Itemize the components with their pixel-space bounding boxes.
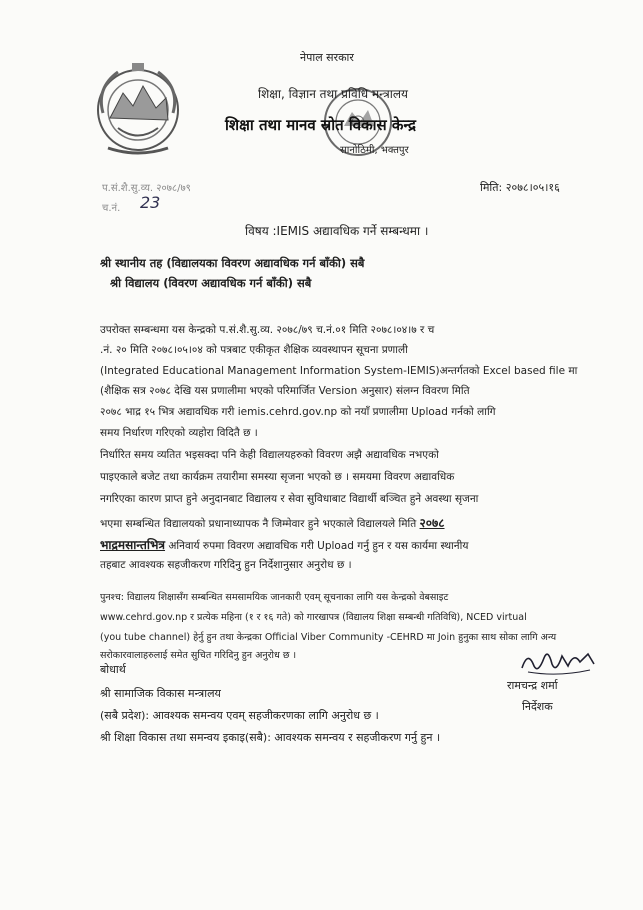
signatory-title: निर्देशक [522,700,553,713]
body-line: उपरोक्त सम्बन्धमा यस केन्द्रको प.सं.शै.सु.व्य. २०७८/७९ च.नं.०१ मिति २०७८।०४।७ र च [100,324,435,336]
cc-line: (सबै प्रदेश): आवश्यक समन्वय एवम् सहजीकरणका लागि अनुरोध छ । [100,709,379,722]
postscript-line: (you tube channel) हेर्नु हुन तथा केन्द्रका Official Viber Community -CEHRD मा Join हुनुका साथ सोका लागि अन्य [100,632,557,643]
recipient-line: श्री विद्यालय (विवरण अद्यावधिक गर्न बाँकी) सबै [110,276,312,290]
nepal-emblem-icon [88,58,188,162]
body-line: (शैक्षिक सत्र २०७८ देखि यस प्रणालीमा भएको परिमार्जित Version अनुसार) संलग्न विवरण मिति [100,385,470,397]
letter-subject: विषय :IEMIS अद्यावधिक गर्ने सम्बन्धमा । [245,224,429,238]
body-line: .नं. २० मिति २०७८।०५।०४ को पत्रबाट एकीकृत शैक्षिक व्यवस्थापन सूचना प्रणाली [100,344,408,356]
body-line: निर्धारित समय व्यतित भइसक्दा पनि केही विद्यालयहरुको विवरण अझै अद्यावधिक नभएको [100,449,439,461]
office-address: सानोठिमी, भक्तपुर [340,145,409,156]
body-line: नगरिएका कारण प्राप्त हुने अनुदानबाट विद्यालय र सेवा सुविधाबाट विद्यार्थी बञ्चित हुने अवस्था सृजना [100,493,479,505]
letter-date: मिति: २०७८।०५।१६ [480,181,560,194]
body-text: अनिवार्य रुपमा विवरण अद्यावधिक गरी Upload गर्नु हुन र यस कार्यमा स्थानीय [165,540,469,552]
cc-line: श्री सामाजिक विकास मन्त्रालय [100,687,221,700]
postscript-line: www.cehrd.gov.np र प्रत्येक महिना (१ र १६ गते) को गारखापत्र (विद्यालय शिक्षा सम्बन्धी गतिविधि), NCED virtual [100,612,527,623]
government-heading: नेपाल सरकार [300,51,354,64]
center-heading: शिक्षा तथा मानव स्रोत विकास केन्द्र [225,116,416,134]
cc-label: बोधार्थ [100,663,126,676]
body-line [100,514,445,531]
dispatch-label: च.नं. [102,203,121,214]
dispatch-number: 23 [140,193,161,212]
body-text: भएमा सम्बन्धित विद्यालयको प्रधानाध्यापक नै जिम्मेवार हुने भएकाले विद्यालयले मिति [100,518,417,530]
signatory-name: रामचन्द्र शर्मा [507,679,558,692]
postscript-line: सरोकारवालाहरुलाई समेत सुचित गरिदिनु हुन अनुरोध छ । [100,650,297,661]
body-line: २०७८ भाद्र १५ भित्र अद्यावधिक गरी iemis.cehrd.gov.np को नयाँ प्रणालीमा Upload गर्नको लागि [100,406,496,418]
deadline-year: २०७८ [419,516,445,530]
body-line [100,536,468,553]
body-line: पाइएकाले बजेट तथा कार्यक्रम तयारीमा समस्या सृजना भएको छ । समयमा विवरण अद्यावधिक [100,471,455,483]
deadline-month: भाद्रमसान्तभित्र [100,538,166,552]
cc-line: श्री शिक्षा विकास तथा समन्वय इकाइ(सबै): आवश्यक समन्वय र सहजीकरण गर्नु हुन । [100,731,441,744]
handwritten-signature [518,644,598,678]
ministry-heading: शिक्षा, विज्ञान तथा प्रविधि मन्त्रालय [258,87,408,101]
recipient-line: श्री स्थानीय तह (विद्यालयका विवरण अद्यावधिक गर्न बाँकी) सबै [100,256,365,270]
postscript-line: पुनश्च: विद्यालय शिक्षासँग सम्बन्धित समसामयिक जानकारी एवम् सूचनाका लागि यस केन्द्रको वेबसाइट [100,592,449,603]
body-line: समय निर्धारण गरिएको व्यहोरा विदितै छ । [100,427,258,439]
body-line: तहबाट आवश्यक सहजीकरण गरिदिनु हुन निर्देशानुसार अनुरोध छ । [100,559,352,571]
body-line: (Integrated Educational Management Information System-IEMIS)अन्तर्गतको Excel based file मा [100,365,578,377]
reference-number: प.सं.शै.सु.व्य. २०७८/७९ [102,183,191,194]
